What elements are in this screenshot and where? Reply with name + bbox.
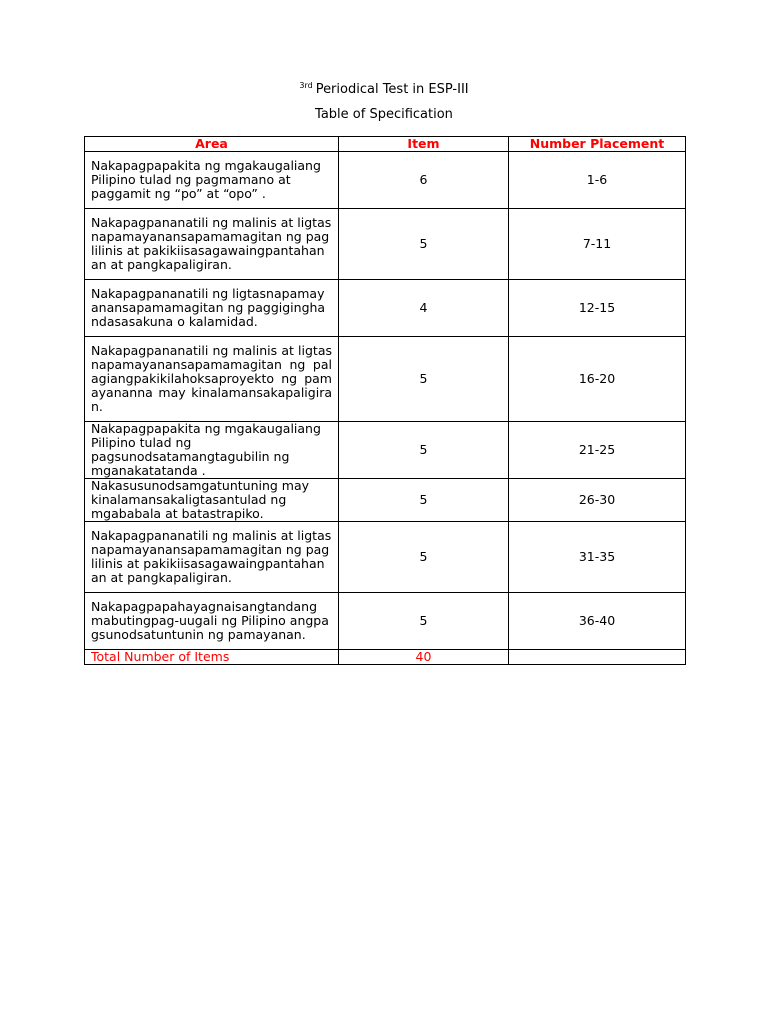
- table-row: [85, 209, 686, 280]
- item-cell: 5: [339, 209, 509, 280]
- column-header-placement: Number Placement: [509, 137, 686, 152]
- area-cell: Nakasusunodsamgatuntuning may kinalamansakaligtasantulad ng mgababala at batastrapiko.: [85, 479, 339, 522]
- placement-cell: 26-30: [509, 479, 686, 522]
- area-cell: Nakapagpananatili ng malinis at ligtasnapamayanansapamamagitan ng palagiangpakikilahoksaproyekto ng pamayananna may kinalamansakapaligiran.: [85, 337, 339, 422]
- total-item-cell: 40: [339, 650, 509, 665]
- placement-cell: 7-11: [509, 209, 686, 280]
- placement-cell: 21-25: [509, 422, 686, 479]
- area-cell: Nakapagpananatili ng ligtasnapamayanansapamamagitan ng paggiginghandasasakuna o kalamidad.: [85, 280, 339, 337]
- item-cell: 5: [339, 422, 509, 479]
- column-header-item: Item: [339, 137, 509, 152]
- area-cell: Nakapagpapahayagnaisangtandang mabutingpag-uugali ng Pilipino angpagsunodsatuntunin ng pamayanan.: [85, 593, 339, 650]
- total-row: [85, 650, 686, 665]
- area-cell: Nakapagpananatili ng malinis at ligtasnapamayanansapamamagitan ng paglilinis at pakikiisasagawaingpantahanan at pangkapaligiran.: [85, 522, 339, 593]
- title-superscript: 3rd: [299, 81, 313, 90]
- document-subtitle: Table of Specification: [315, 107, 453, 122]
- placement-cell: 12-15: [509, 280, 686, 337]
- total-placement-cell: [509, 650, 686, 665]
- area-cell: Nakapagpapakita ng mgakaugaliang Pilipino tulad ng pagmamano at paggamit ng “po” at “opo” .: [85, 152, 339, 209]
- table-row: [85, 280, 686, 337]
- placement-cell: 31-35: [509, 522, 686, 593]
- item-cell: 5: [339, 522, 509, 593]
- area-cell: Nakapagpapakita ng mgakaugaliang Pilipino tulad ng pagsunodsatamangtagubilin ng mganakatatanda .: [85, 422, 339, 479]
- table-header-row: [85, 137, 686, 152]
- item-cell: 6: [339, 152, 509, 209]
- column-header-area: Area: [85, 137, 339, 152]
- placement-cell: 16-20: [509, 337, 686, 422]
- item-cell: 5: [339, 479, 509, 522]
- area-cell: Nakapagpananatili ng malinis at ligtasnapamayanansapamamagitan ng paglilinis at pakikiisasagawaingpantahanan at pangkapaligiran.: [85, 209, 339, 280]
- item-cell: 5: [339, 593, 509, 650]
- table-row: [85, 152, 686, 209]
- table-row: [85, 337, 686, 422]
- placement-cell: 1-6: [509, 152, 686, 209]
- specification-table: [84, 136, 686, 665]
- table-row: [85, 522, 686, 593]
- item-cell: 5: [339, 337, 509, 422]
- table-row: [85, 479, 686, 522]
- item-cell: 4: [339, 280, 509, 337]
- document-title: [0, 78, 768, 98]
- table-row: [85, 422, 686, 479]
- total-label-cell: Total Number of Items: [85, 650, 339, 665]
- table-row: [85, 593, 686, 650]
- placement-cell: 36-40: [509, 593, 686, 650]
- title-text: Periodical Test in ESP-III: [315, 82, 469, 97]
